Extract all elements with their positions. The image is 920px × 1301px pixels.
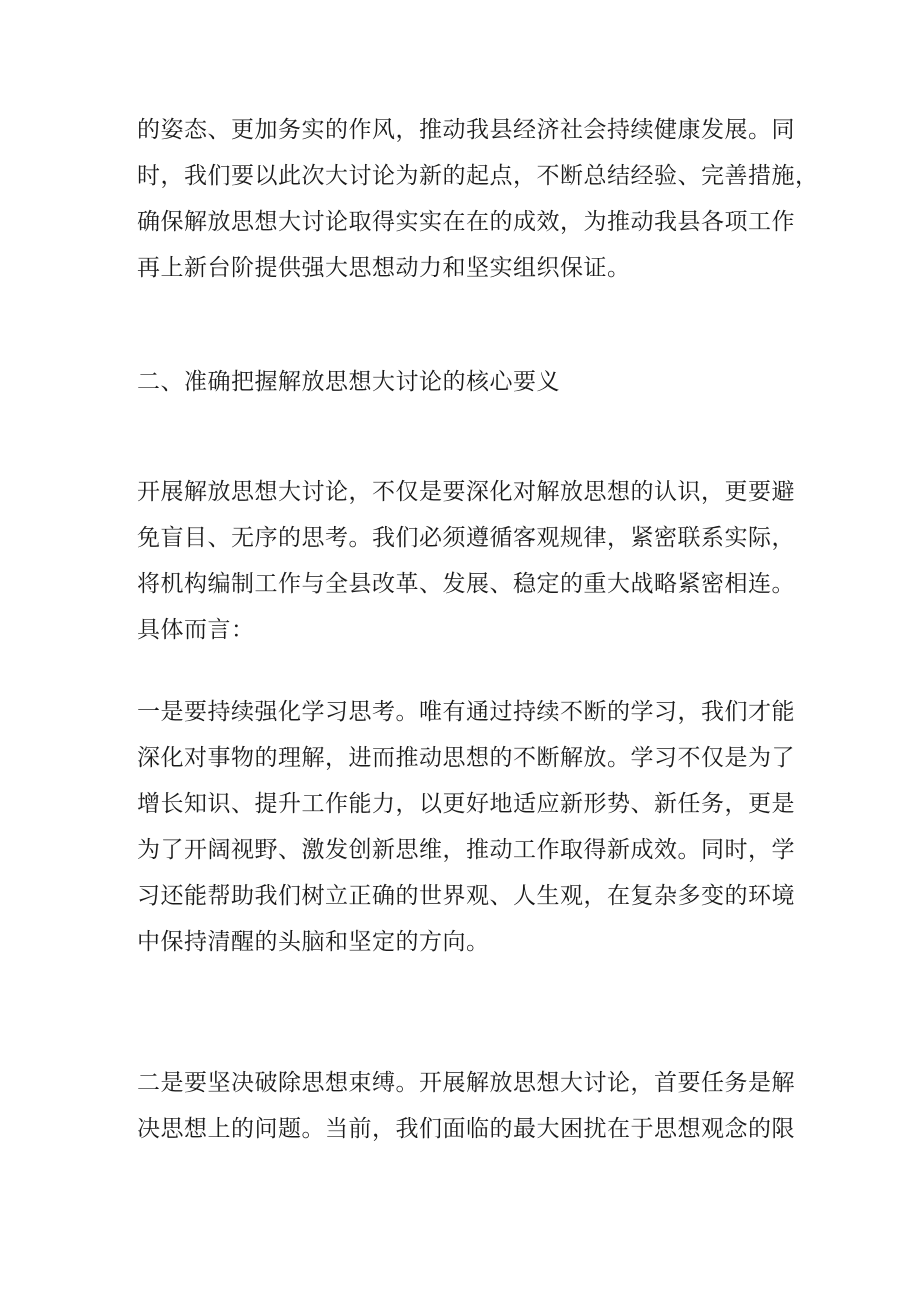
- paragraph-core-requirements: [137, 469, 797, 653]
- section-heading: [137, 359, 797, 405]
- text-line: 时，我们要以此次大讨论为新的起点，不断总结经验、完善措施，: [137, 163, 819, 189]
- text-line: 一是要持续强化学习思考。唯有通过持续不断的学习，我们才能: [137, 699, 795, 725]
- text-line: 免盲目、无序的思考。我们必须遵循客观规律，紧密联系实际，: [137, 525, 795, 551]
- text-line: 增长知识、提升工作能力，以更好地适应新形势、新任务，更是: [137, 791, 795, 817]
- text-line: 习还能帮助我们树立正确的世界观、人生观，在复杂多变的环境: [137, 883, 795, 909]
- paragraph-intro-continuation: [137, 107, 819, 291]
- text-line: 二是要坚决破除思想束缚。开展解放思想大讨论，首要任务是解: [137, 1070, 795, 1096]
- text-line: 具体而言：: [137, 617, 255, 643]
- text-line: 确保解放思想大讨论取得实实在在的成效，为推动我县各项工作: [137, 209, 795, 235]
- text-line: 开展解放思想大讨论，不仅是要深化对解放思想的认识，更要避: [137, 479, 795, 505]
- text-line: 将机构编制工作与全县改革、发展、稳定的重大战略紧密相连。: [137, 571, 795, 597]
- text-line: 为了开阔视野、激发创新思维，推动工作取得新成效。同时，学: [137, 837, 795, 863]
- text-line: 中保持清醒的头脑和坚定的方向。: [137, 929, 490, 955]
- text-line: 深化对事物的理解，进而推动思想的不断解放。学习不仅是为了: [137, 745, 795, 771]
- text-line: 决思想上的问题。当前，我们面临的最大困扰在于思想观念的限: [137, 1116, 795, 1142]
- paragraph-point-two: [137, 1060, 797, 1152]
- text-line: 的姿态、更加务实的作风，推动我县经济社会持续健康发展。同: [137, 117, 795, 143]
- text-line: 再上新台阶提供强大思想动力和坚实组织保证。: [137, 255, 631, 281]
- heading-line: 二、准确把握解放思想大讨论的核心要义: [137, 369, 560, 395]
- paragraph-point-one: [137, 689, 797, 965]
